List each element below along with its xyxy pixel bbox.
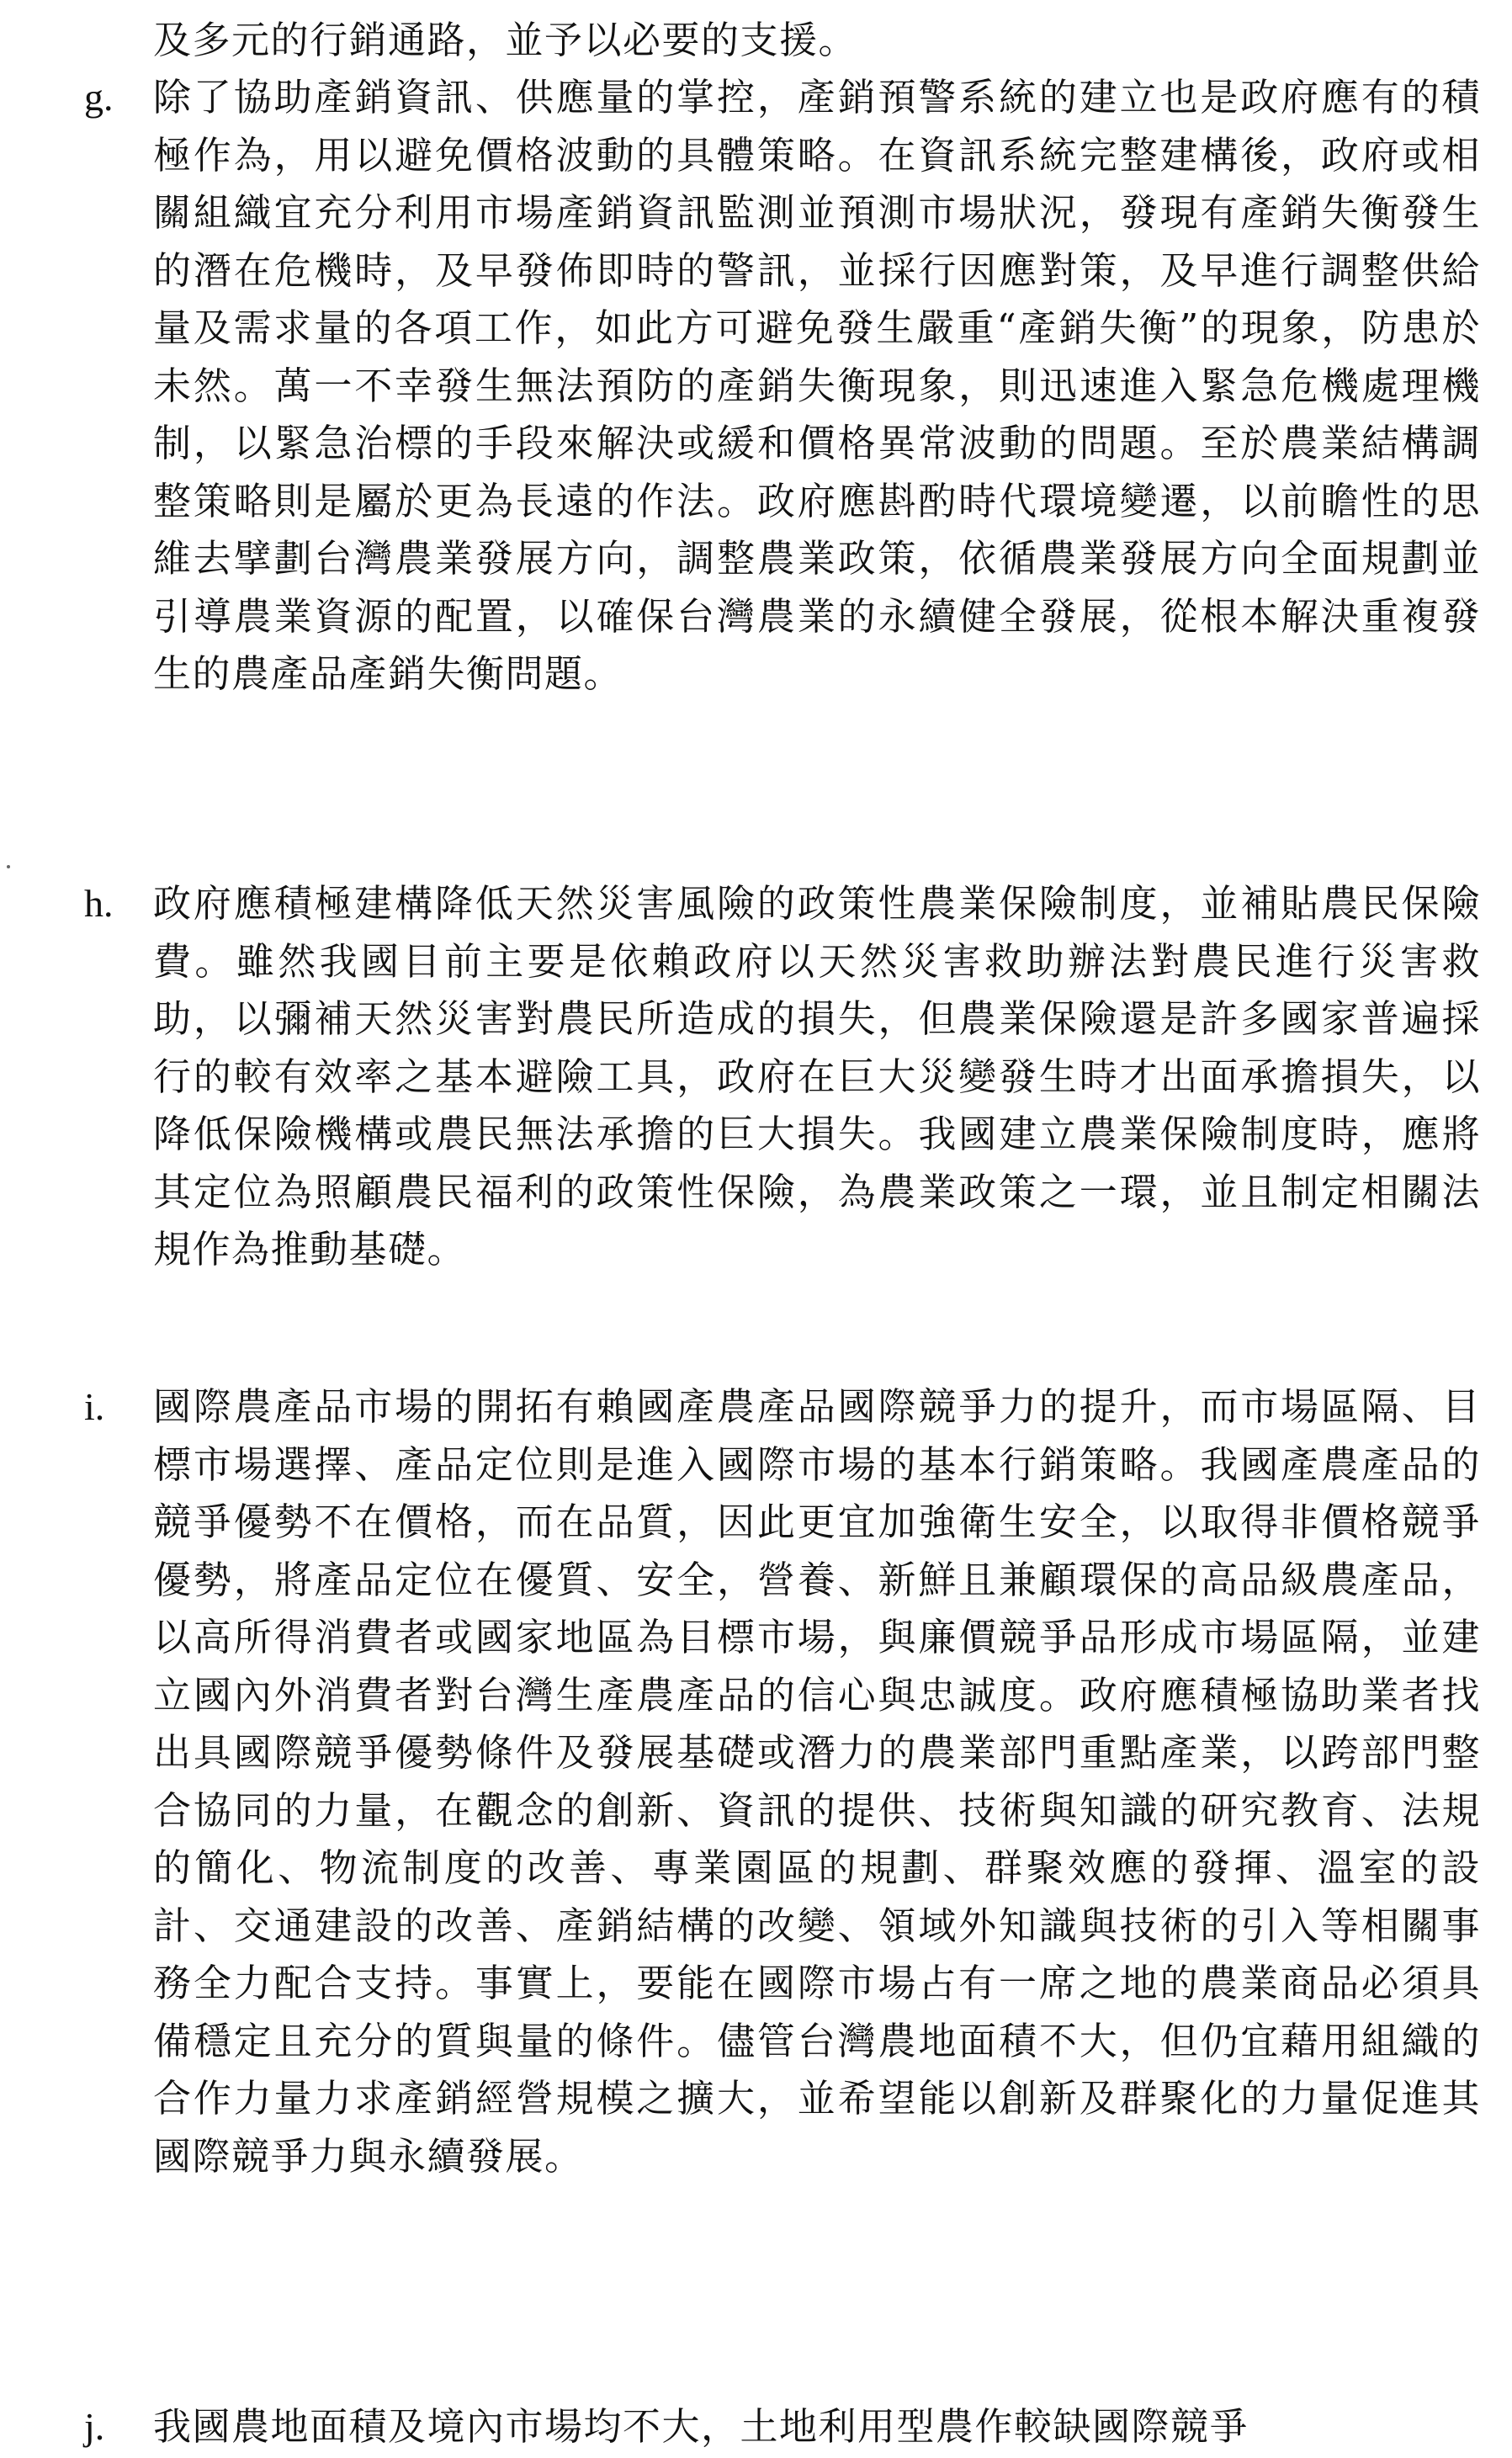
- list-item-text: 我國農地面積及境內市場均不大，土地利用型農作較缺國際競爭: [153, 2404, 1249, 2449]
- list-marker: j.: [84, 2405, 105, 2448]
- list-marker: g.: [84, 76, 114, 119]
- list-marker: h.: [84, 882, 114, 925]
- list-item-text: 除了協助產銷資訊、供應量的掌控，產銷預警系統的建立也是政府應有的積極作為，用以避免價格波動的具體策略。在資訊系統完整建構後，政府或相關組織宜充分利用市場產銷資訊監測並預測市場狀況，發現有產銷失衡發生的潛在危機時，及早發佈即時的警訊，並採行因應對策，及早進行調整供給量及需求量的各項工作，如此方可避免發生嚴重“產銷失衡”的現象，防患於未然。萬一不幸發生無法預防的產銷失衡現象，則迅速進入緊急危機處理機制，以緊急治標的手段來解決或緩和價格異常波動的問題。至於農業結構調整策略則是屬於更為長遠的作法。政府應斟酌時代環境變遷，以前瞻性的思維去擘劃台灣農業發展方向，調整農業政策，依循農業發展方向全面規劃並引導農業資源的配置，以確保台灣農業的永續健全發展，從根本解決重複發生的農產品產銷失衡問題。: [153, 75, 1481, 696]
- scan-speck: [7, 865, 10, 868]
- continuation-text: 及多元的行銷通路，並予以必要的支援。: [153, 18, 858, 62]
- list-item-text: 國際農產品市場的開拓有賴國產農產品國際競爭力的提升，而市場區隔、目標市場選擇、產品定位則是進入國際市場的基本行銷策略。我國產農產品的競爭優勢不在價格，而在品質，因此更宜加強衛生安全，以取得非價格競爭優勢，將產品定位在優質、安全，營養、新鮮且兼顧環保的高品級農產品，以高所得消費者或國家地區為目標市場，與廉價競爭品形成市場區隔，並建立國內外消費者對台灣生產農產品的信心與忠誠度。政府應積極協助業者找出具國際競爭優勢條件及發展基礎或潛力的農業部門重點產業，以跨部門整合協同的力量，在觀念的創新、資訊的提供、技術與知識的研究教育、法規的簡化、物流制度的改善、專業園區的規劃、群聚效應的發揮、溫室的設計、交通建設的改善、產銷結構的改變、領域外知識與技術的引入等相關事務全力配合支持。事實上，要能在國際市場占有一席之地的農業商品必須具備穩定且充分的質與量的條件。儘管台灣農地面積不大，但仍宜藉用組織的合作力量力求產銷經營規模之擴大，並希望能以創新及群聚化的力量促進其國際競爭力與永續發展。: [153, 1384, 1481, 2179]
- list-item-text: 政府應積極建構降低天然災害風險的政策性農業保險制度，並補貼農民保險費。雖然我國目前主要是依賴政府以天然災害救助辦法對農民進行災害救助，以彌補天然災害對農民所造成的損失，但農業保險還是許多國家普遍採行的較有效率之基本避險工具，政府在巨大災變發生時才出面承擔損失，以降低保險機構或農民無法承擔的巨大損失。我國建立農業保險制度時，應將其定位為照顧農民福利的政策性保險，為農業政策之一環，並且制定相關法規作為推動基礎。: [153, 881, 1481, 1271]
- list-marker: i.: [84, 1385, 105, 1428]
